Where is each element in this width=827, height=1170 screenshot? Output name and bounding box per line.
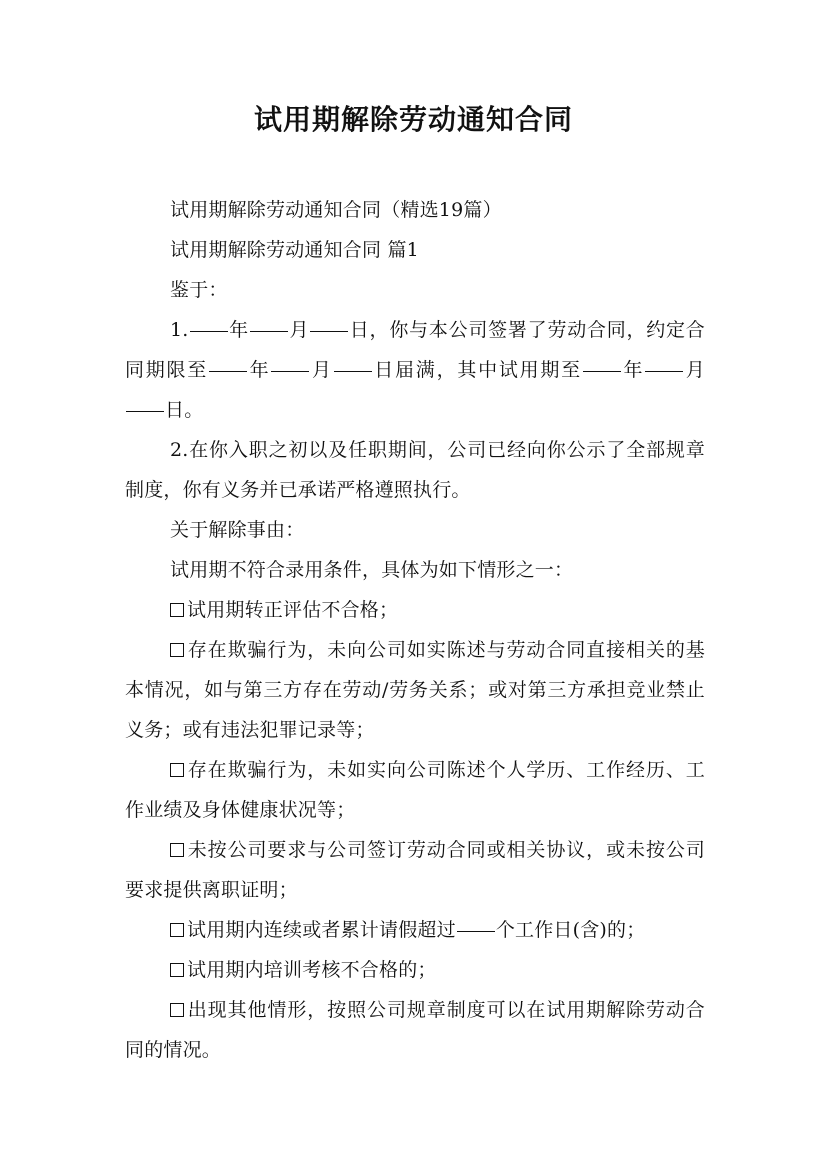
blank-day-2 [334, 371, 372, 372]
blank-year-2 [209, 371, 247, 372]
month-label-3: 月 [684, 359, 705, 381]
blank-year-1 [190, 331, 228, 332]
reason-intro: 试用期不符合录用条件，具体为如下情形之一： [170, 559, 574, 581]
year-label-2: 年 [248, 359, 271, 381]
blank-month-1 [250, 331, 288, 332]
clause-1 [125, 310, 705, 430]
option-7 [125, 990, 705, 1070]
blank-month-2 [271, 371, 309, 372]
clause-1-number: 1. [170, 319, 189, 341]
option-5 [125, 910, 705, 950]
option-3-text: 存在欺骗行为，未如实向公司陈述个人学历、工作经历、工作业绩及身体健康状况等； [125, 759, 705, 821]
blank-day-1 [310, 331, 348, 332]
checkbox-icon[interactable] [170, 603, 184, 617]
checkbox-icon[interactable] [170, 843, 184, 857]
option-5-text-a: 试用期内连续或者累计请假超过 [187, 919, 456, 941]
option-6 [125, 950, 705, 990]
clause-1-text-a: 日，你与本公司签署了劳动合同，约定合同期限至 [125, 319, 706, 381]
option-5-text-b: 个工作日(含)的； [495, 919, 646, 941]
option-4-text: 未按公司要求与公司签订劳动合同或相关协议，或未按公司要求提供离职证明； [125, 839, 705, 901]
whereas-label: 鉴于： [170, 279, 228, 301]
clause-2: 2.在你入职之初以及任职期间，公司已经向你公示了全部规章制度，你有义务并已承诺严格遵照执行。 [125, 439, 705, 501]
option-2-text: 存在欺骗行为，未向公司如实陈述与劳动合同直接相关的基本情况，如与第三方存在劳动/劳务关系；或对第三方承担竞业禁止义务；或有违法犯罪记录等； [125, 639, 705, 741]
document-subtitle: 试用期解除劳动通知合同（精选19篇） [170, 199, 502, 221]
document-body [125, 190, 705, 1070]
option-2 [125, 630, 705, 750]
option-7-text: 出现其他情形，按照公司规章制度可以在试用期解除劳动合同的情况。 [125, 999, 705, 1061]
section-heading: 试用期解除劳动通知合同 篇1 [170, 239, 419, 261]
option-1-text: 试用期转正评估不合格； [187, 599, 399, 621]
option-4 [125, 830, 705, 910]
clause-1-text-b: 日届满，其中试用期至 [372, 359, 582, 381]
option-1 [125, 590, 705, 630]
checkbox-icon[interactable] [170, 923, 184, 937]
year-label-3: 年 [621, 359, 645, 381]
blank-year-3 [583, 371, 621, 372]
year-label-1: 年 [228, 319, 249, 341]
blank-day-3 [126, 411, 164, 412]
option-3 [125, 750, 705, 830]
blank-days [457, 931, 495, 932]
checkbox-icon[interactable] [170, 963, 184, 977]
checkbox-icon[interactable] [170, 763, 184, 777]
blank-month-3 [645, 371, 683, 372]
document-title: 试用期解除劳动通知合同 [253, 103, 573, 136]
option-6-text: 试用期内培训考核不合格的； [187, 959, 437, 981]
reason-heading: 关于解除事由： [170, 519, 305, 541]
checkbox-icon[interactable] [170, 1003, 184, 1017]
month-label-2: 月 [310, 359, 333, 381]
month-label-1: 月 [288, 319, 310, 341]
checkbox-icon[interactable] [170, 643, 184, 657]
clause-1-text-c: 日。 [165, 399, 204, 421]
